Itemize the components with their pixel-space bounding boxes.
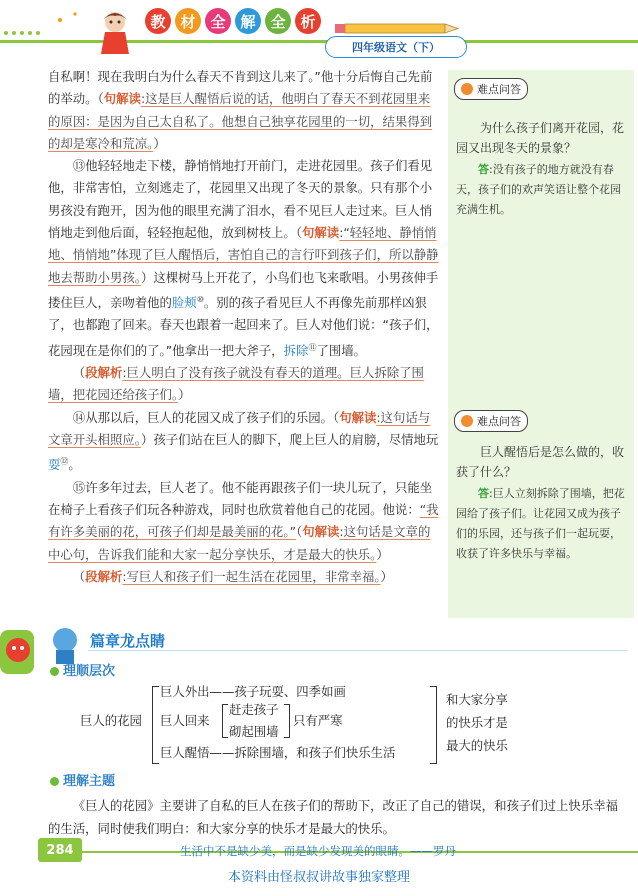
vocab-word: 脸颊 xyxy=(171,295,197,311)
qa-2 xyxy=(456,442,626,564)
answer-text: :巨人立刻拆除了围墙，把花园给了孩子们。让花园又成为孩子们的乐园，还与孩子们一起玩耍，收获了许多快乐与幸福。 xyxy=(456,487,625,560)
paragraph-15: ⑮许多年过去，巨人老了。他不能再跟孩子们一块儿玩了，只能坐在椅子上看孩子们玩各种游戏，同时也欣赏着他自己的花园。他说：“我有许多美丽的花，可孩子们却是最美丽的花。”（句解读:这句话是文章的中心句，告诉我们能和大家一起分享快乐，才是最大的快乐。） xyxy=(48,479,439,562)
difficulty-tag-2 xyxy=(454,410,528,432)
page-header xyxy=(0,0,638,62)
analysis-text: :巨人明白了没有孩子就没有春天的道理。巨人拆除了围墙，把花园还给孩子们。 xyxy=(48,365,424,403)
diagram-branch-2b: 砌起围墙 xyxy=(229,724,279,739)
answer-2 xyxy=(456,484,626,564)
header-chip-2: 材 xyxy=(175,8,201,34)
diagram-brace-sub-r xyxy=(284,704,290,738)
text: 了围墙。 xyxy=(316,342,366,358)
answer-label: 答 xyxy=(478,163,489,176)
diagram-conclusion-1: 和大家分享 xyxy=(446,692,508,707)
analysis-label: 段解析 xyxy=(85,568,123,584)
subheading-theme xyxy=(50,770,115,789)
vocab-word: 耍 xyxy=(48,457,61,473)
diagram-branch-3: 巨人醒悟——拆除围墙，和孩子们快乐生活 xyxy=(160,745,396,760)
footnote-mark: ⑫ xyxy=(60,457,69,467)
underlined-quote: “我有许多美丽的花，可孩子们却是最美丽的花。” xyxy=(48,502,439,540)
paragraph-12-end xyxy=(48,66,440,155)
diagram-branch-2a: 赶走孩子 xyxy=(229,702,279,717)
main-text xyxy=(48,66,440,588)
text: 。 xyxy=(68,457,81,473)
header-chip-3: 全 xyxy=(205,8,231,34)
footnote-mark: ⑩ xyxy=(196,294,204,304)
paragraph-14 xyxy=(48,407,440,477)
text: 他轻轻地走下楼，静悄悄地打开前门，走进花园里。孩子们看见他，非常害怕，立刻逃走了，花园里又出现了冬天的景象。只有那个小男孩没有跑开，因为他的眼里充满了泪水，看不见巨人走过来。巨人悄悄地走到他后面，轻轻抱起他，放到树枝上。（ xyxy=(48,158,433,241)
difficulty-tag-1 xyxy=(454,78,528,100)
header-chip-5: 全 xyxy=(265,8,291,34)
answer-label: 答 xyxy=(478,487,489,500)
footnote-mark: ⑪ xyxy=(308,342,317,352)
answer-1 xyxy=(456,160,626,220)
diagram-root: 巨人的花园 xyxy=(80,713,142,728)
note-label: 句解读 xyxy=(339,409,377,425)
text: ）孩子们站在巨人的脚下，爬上巨人的肩膀，尽情地玩 xyxy=(140,432,439,447)
vocab-word: 拆除 xyxy=(283,342,309,358)
subheading-structure xyxy=(50,660,115,679)
text: 。别的孩子看见巨人不再像先前那样凶狠了，也都跑了回来。春天也跟着一起回来了。巨人对他们说：“孩子们，花园现在是你们的了。”他拿出一把大斧子， xyxy=(48,295,439,358)
paragraph-analysis-1: （段解析:巨人明白了没有孩子就没有春天的道理。巨人拆除了围墙，把花园还给孩子们。） xyxy=(48,365,424,403)
footer-credit: 本资料由怪叔叔讲故事独家整理 xyxy=(227,870,410,885)
footer-quote: 生活中不是缺少美，而是缺少发现美的眼睛。——罗丹 xyxy=(180,844,456,858)
tag-label: 难点问答 xyxy=(477,415,521,428)
subheading-text: 理解主题 xyxy=(63,774,116,789)
note-text: :这是巨人醒悟后说的话，他明白了春天不到花园里来的原因：是因为自己太自私了。他想自己独享花园里的一切，结果得到的却是寒冷和荒凉。 xyxy=(48,91,433,151)
diagram-branch-2: 巨人回来 xyxy=(160,713,210,728)
bullet-icon xyxy=(50,667,59,676)
text: 许多年过去，巨人老了。他不能再跟孩子们一块儿玩了，只能坐在椅子上看孩子们玩各种游戏，同时也欣赏着他自己的花园。他说： xyxy=(48,479,433,518)
text: ）这棵树马上开花了，小鸟们也飞来歌唱。小男孩伸手搂住巨人，亲吻着他的 xyxy=(48,269,439,311)
note-label: 句解读 xyxy=(302,524,340,540)
note-label: 句解读 xyxy=(302,225,340,241)
text: ） xyxy=(153,135,166,151)
diagram-conclusion-3: 最大的快乐 xyxy=(446,738,508,753)
analysis-text: :写巨人和孩子们一起生活在花园里，非常幸福。 xyxy=(122,568,381,584)
note-text: :这句话与文章开头相照应。 xyxy=(48,409,431,447)
para-number: ⑮ xyxy=(72,479,86,495)
section-divider xyxy=(88,650,628,651)
para-number: ⑬ xyxy=(72,158,86,174)
grade-label: 四年级语文（下） xyxy=(325,36,467,58)
note-label: 句解读 xyxy=(103,91,141,107)
theme-summary: 《巨人的花园》主要讲了自私的巨人在孩子们的帮助下，改正了自己的错误，和孩子们过上快乐幸福的生活，同时使我们明白：和大家分享的快乐才是最大的快乐。 xyxy=(48,798,618,836)
header-chip-1: 教 xyxy=(145,8,171,34)
question-1: 为什么孩子们离开花园，花园又出现冬天的景象？ xyxy=(456,121,625,155)
diagram-brace-right xyxy=(430,686,437,764)
analysis-label: 段解析 xyxy=(85,365,123,381)
text: 自私啊！现在我明白为什么春天不肯到这儿来了。”他十分后悔自己先前的举动。（ xyxy=(48,69,433,107)
mascot-icon xyxy=(95,8,135,56)
diagram-branch-2c: 只有严寒 xyxy=(293,713,343,728)
diagram-brace xyxy=(152,686,159,764)
bulb-icon xyxy=(461,83,473,95)
text: 从那以后，巨人的花园又成了孩子们的乐园。（ xyxy=(85,409,340,425)
diagram-branch-1: 巨人外出——孩子玩耍、四季如画 xyxy=(160,684,346,699)
paragraph-13 xyxy=(48,155,440,362)
qa-1 xyxy=(456,118,626,220)
header-chip-4: 解 xyxy=(235,8,261,34)
diagram-conclusion-2: 的快乐才是 xyxy=(446,715,508,730)
tag-label: 难点问答 xyxy=(477,83,521,96)
subheading-text: 理顺层次 xyxy=(63,664,116,679)
header-chip-6: 析 xyxy=(295,8,321,34)
note-text: :“轻轻地、静悄悄地、悄悄地”体现了巨人醒悟后，害怕自己的言行吓到孩子们，所以静静地去帮助小男孩。 xyxy=(48,225,439,285)
diagram-brace-sub xyxy=(222,704,228,738)
bulb-icon xyxy=(461,415,473,427)
answer-text: :没有孩子的地方就没有春天，孩子们的欢声笑语让整个花园充满生机。 xyxy=(456,163,621,216)
question-2: 巨人醒悟后是怎么做的，收获了什么？ xyxy=(456,445,625,479)
paragraph-analysis-2: （段解析:写巨人和孩子们一起生活在花园里，非常幸福。） xyxy=(72,568,393,584)
note-text: :这句话是文章的中心句，告诉我们能和大家一起分享快乐，才是最大的快乐。 xyxy=(48,524,431,562)
section-title: 篇章龙点睛 xyxy=(90,632,166,650)
para-number: ⑭ xyxy=(72,409,86,425)
bullet-icon xyxy=(50,777,59,786)
page-number: 284 xyxy=(38,838,82,862)
